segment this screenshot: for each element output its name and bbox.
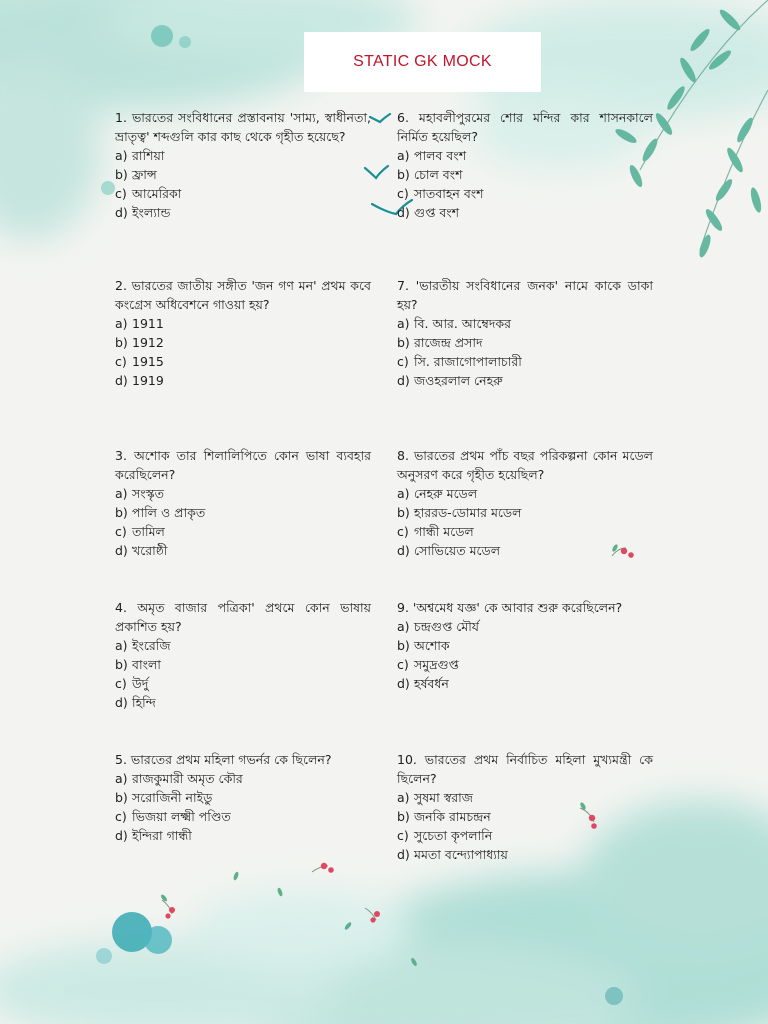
option-a: a) পালব বংশ — [397, 148, 467, 163]
option-a: a) নেহরু মডেল — [397, 486, 478, 501]
question-text: 6. মহাবলীপুরমের শোর মন্দির কার শাসনকালে নির্মিত হয়েছিল? — [397, 110, 653, 144]
option-b: b) জনকি রামচন্দ্রন — [397, 809, 491, 824]
question-text: 1. ভারতের সংবিধানের প্রস্তাবনায় 'সাম্য, স্বাধীনতা, ভ্রাতৃত্ব' শব্দগুলি কার কাছ থেকে গৃহীত হয়েছে? — [115, 110, 371, 144]
question-2 — [115, 276, 371, 390]
option-c: c) সি. রাজাগোপালাচারী — [397, 354, 522, 369]
question-9 — [397, 598, 653, 693]
option-c: c) সুচেতা কৃপলানি — [397, 828, 493, 843]
option-b: b) রাজেন্দ্র প্রসাদ — [397, 335, 483, 350]
option-c: c) সাতবাহন বংশ — [397, 186, 484, 201]
question-6 — [397, 108, 653, 222]
option-b: b) 1912 — [115, 335, 164, 350]
option-c: c) উর্দু — [115, 676, 149, 691]
question-text: 5. ভারতের প্রথম মহিলা গভর্নর কে ছিলেন? — [115, 752, 332, 767]
option-b: b) ফ্রান্স — [115, 167, 157, 182]
question-7 — [397, 276, 653, 390]
option-b: b) অশোক — [397, 638, 450, 653]
option-b: b) চোল বংশ — [397, 167, 463, 182]
question-text: 8. ভারতের প্রথম পাঁচ বছর পরিকল্পনা কোন মডেল অনুসরণ করে গৃহীত হয়েছিল? — [397, 448, 653, 482]
option-c: c) গান্ধী মডেল — [397, 524, 474, 539]
option-b: b) পালি ও প্রাকৃত — [115, 505, 206, 520]
option-c: c) তামিল — [115, 524, 165, 539]
option-a: a) ইংরেজি — [115, 638, 171, 653]
title-box — [304, 32, 541, 92]
question-4 — [115, 598, 371, 712]
question-text: 4. অমৃত বাজার পত্রিকা' প্রথমে কোন ভাষায় প্রকাশিত হয়? — [115, 600, 371, 634]
option-c: c) আমেরিকা — [115, 186, 182, 201]
option-d: d) ইন্দিরা গান্ধী — [115, 828, 192, 843]
option-a: a) সুষমা স্বরাজ — [397, 790, 473, 805]
option-b: b) হাররড-ডোমার মডেল — [397, 505, 522, 520]
option-c: c) সমুদ্রগুপ্ত — [397, 657, 459, 672]
option-d: d) 1919 — [115, 373, 164, 388]
option-c: c) 1915 — [115, 354, 164, 369]
option-a: a) চন্দ্রগুপ্ত মৌর্য — [397, 619, 479, 634]
option-b: b) সরোজিনী নাইডু — [115, 790, 213, 805]
option-d: d) হিন্দি — [115, 695, 156, 710]
question-text: 7. 'ভারতীয় সংবিধানের জনক' নামে কাকে ডাকা হয়? — [397, 278, 653, 312]
question-8 — [397, 446, 653, 560]
option-d: d) মমতা বন্দ্যোপাধ্যায় — [397, 847, 508, 862]
question-10 — [397, 750, 653, 864]
page-title: STATIC GK MOCK — [353, 53, 492, 70]
question-text: 2. ভারতের জাতীয় সঙ্গীত 'জন গণ মন' প্রথম কবে কংগ্রেস অধিবেশনে গাওয়া হয়? — [115, 278, 371, 312]
question-text: 3. অশোক তার শিলালিপিতে কোন ভাষা ব্যবহার করেছিলেন? — [115, 448, 371, 482]
option-d: d) গুপ্ত বংশ — [397, 205, 460, 220]
option-a: a) 1911 — [115, 316, 164, 331]
option-a: a) সংস্কৃত — [115, 486, 165, 501]
option-d: d) সোভিয়েত মডেল — [397, 543, 501, 558]
option-d: d) জওহরলাল নেহরু — [397, 373, 503, 388]
question-3 — [115, 446, 371, 560]
option-b: b) বাংলা — [115, 657, 161, 672]
option-d: d) ইংল্যান্ড — [115, 205, 171, 220]
question-5 — [115, 750, 371, 845]
option-a: a) রাজকুমারী অমৃত কৌর — [115, 771, 243, 786]
question-text: 10. ভারতের প্রথম নির্বাচিত মহিলা মুখ্যমন্ত্রী কে ছিলেন? — [397, 752, 653, 786]
question-1 — [115, 108, 371, 222]
option-d: d) হর্ষবর্ধন — [397, 676, 449, 691]
option-a: a) বি. আর. আম্বেদকর — [397, 316, 512, 331]
option-c: c) ভিজয়া লক্ষ্মী পণ্ডিত — [115, 809, 231, 824]
question-text: 9. 'অশ্বমেধ যজ্ঞ' কে আবার শুরু করেছিলেন? — [397, 600, 623, 615]
option-a: a) রাশিয়া — [115, 148, 165, 163]
option-d: d) খরোষ্ঠী — [115, 543, 168, 558]
